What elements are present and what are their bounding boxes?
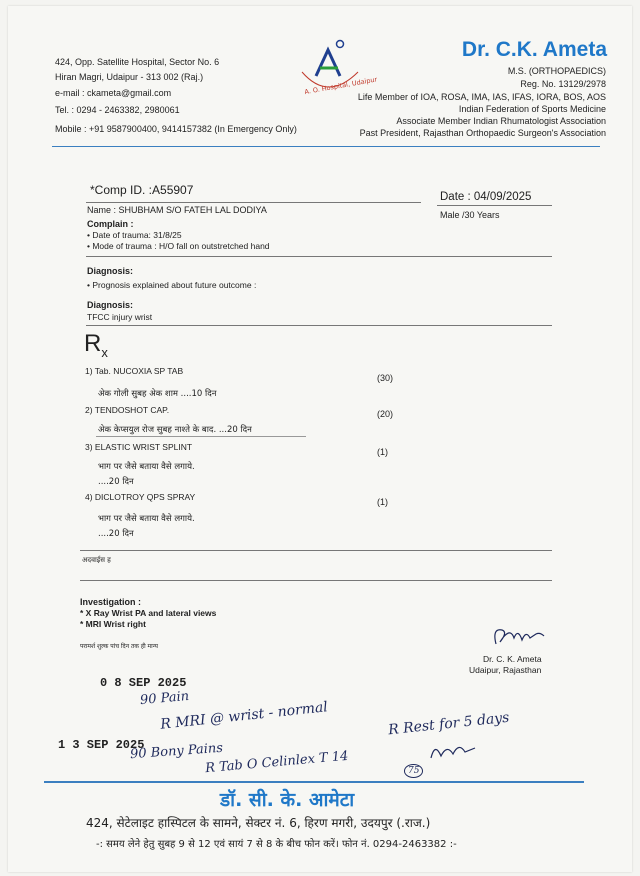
investigation-item-1: * X Ray Wrist PA and lateral views <box>80 608 217 618</box>
investigation-item-2: * MRI Wrist right <box>80 619 146 629</box>
visit-date: Date : 04/09/2025 <box>440 191 532 203</box>
followup-note-2a: 90 Bony Pains <box>129 740 224 763</box>
fee-validity-note: परामर्श शुल्क पांच दिन तक ही मान्य <box>80 643 158 650</box>
patient-sex-age: Male /30 Years <box>440 210 500 220</box>
medicine-4-name: 4) DICLOTROY QPS SPRAY <box>85 492 196 502</box>
followup-note-1c: R Rest for 5 days <box>387 709 511 739</box>
signature-name: Dr. C. K. Ameta <box>483 654 542 664</box>
comp-id-rule <box>86 202 421 203</box>
diagnosis-heading-1: Diagnosis: <box>87 266 134 276</box>
medicine-3-instructions: भाग पर जैसे बताया वैसे लगाये. <box>98 462 195 472</box>
medicine-2-instructions: अेक केप्सयुल रोज सुबह नाश्ते के बाद. ...20 दिन <box>98 425 252 435</box>
medicine-1-instructions: अेक गोली सुबह अेक शाम ....10 दिन <box>98 389 217 399</box>
rx-rule <box>80 550 552 551</box>
footer-hindi-address: 424, सेटेलाइट हास्पिटल के सामने, सेक्टर नं. 6, हिरण मगरी, उदयपुर (.राज.) <box>86 816 431 830</box>
footer-rule <box>44 781 584 783</box>
signature-place: Udaipur, Rajasthan <box>469 665 542 675</box>
clinic-email: e-mail : ckameta@gmail.com <box>55 88 172 98</box>
doctor-reg: Reg. No. 13129/2978 <box>520 79 606 89</box>
comp-id: *Comp ID. :A55907 <box>90 183 194 197</box>
clinic-mobile: Mobile : +91 9587900400, 9414157382 (In Emergency Only) <box>55 124 297 134</box>
medicine-3-duration: ....20 दिन <box>98 477 134 487</box>
medicine-4-instructions: भाग पर जैसे बताया वैसे लगाये. <box>98 514 195 524</box>
medicine-3-name: 3) ELASTIC WRIST SPLINT <box>85 442 193 452</box>
diagnosis-text-2: TFCC injury wrist <box>87 312 153 322</box>
medicine-1-name: 1) Tab. NUCOXIA SP TAB <box>85 366 184 376</box>
medicine-3-qty: (1) <box>377 447 388 457</box>
complain-item-1: • Date of trauma: 31/8/25 <box>87 230 182 240</box>
followup-date-stamp-1: 0 8 SEP 2025 <box>100 676 187 690</box>
clinic-tel: Tel. : 0294 - 2463382, 2980061 <box>55 105 180 115</box>
doctor-member2: Indian Federation of Sports Medicine <box>458 104 606 114</box>
doctor-member4: Past President, Rajasthan Orthopaedic Surgeon's Association <box>359 128 606 138</box>
diagnosis-heading-2: Diagnosis: <box>87 300 134 310</box>
followup-note-2b: R Tab O Celinlex T 14 <box>204 748 349 777</box>
clinic-address-line1: 424, Opp. Satellite Hospital, Sector No. 6 <box>55 57 220 67</box>
medicine-1-qty: (30) <box>377 373 394 383</box>
complain-item-2: • Mode of trauma : H/O fall on outstretched hand <box>87 241 270 251</box>
followup-note-2c: 75 <box>404 764 423 778</box>
footer-hindi-name: डॉ. सी. के. आमेटा <box>220 789 355 811</box>
medicine-4-qty: (1) <box>377 497 388 507</box>
medicine-4-duration: ....20 दिन <box>98 529 134 539</box>
followup-date-stamp-2: 1 3 SEP 2025 <box>58 738 145 752</box>
doctor-signature <box>488 622 548 657</box>
patient-name: Name : SHUBHAM S/O FATEH LAL DODIYA <box>87 205 267 215</box>
hospital-logo <box>288 32 378 102</box>
followup-signature <box>425 738 485 771</box>
investigation-heading: Investigation : <box>80 597 142 607</box>
clinic-address-line2: Hiran Magri, Udaipur - 313 002 (Raj.) <box>55 72 204 82</box>
doctor-name: Dr. C.K. Ameta <box>461 38 607 61</box>
diagnosis-text-1: • Prognosis explained about future outcome : <box>87 280 257 290</box>
complain-heading: Complain : <box>87 219 134 229</box>
followup-note-1a: 90 Pain <box>139 688 190 709</box>
footer-hindi-contact: -: समय लेने हेतु सुबह 9 से 12 एवं सायं 7 से 8 के बीच फोन करें। फोन नं. 0294-2463382 :- <box>96 839 457 850</box>
medicine-2-qty: (20) <box>377 409 394 419</box>
advice-rule <box>80 580 552 581</box>
followup-note-1b: R MRI @ wrist - normal <box>159 699 329 733</box>
rx-symbol: $R_x$ <box>84 330 108 360</box>
advice-label: अदवाईस ह <box>82 556 111 564</box>
diagnosis-rule <box>86 325 552 326</box>
date-rule <box>437 205 552 206</box>
doctor-member1: Life Member of IOA, ROSA, IMA, IAS, IFAS, IORA, BOS, AOS <box>357 92 606 102</box>
header-rule <box>52 146 600 147</box>
doctor-degree: M.S. (ORTHOPAEDICS) <box>507 66 606 76</box>
logo-text: A. O. Hospital, Udaipur <box>303 75 378 97</box>
doctor-member3: Associate Member Indian Rhumatologist Association <box>396 116 606 126</box>
medicine-2-underline <box>96 436 306 437</box>
medicine-2-name: 2) TENDOSHOT CAP. <box>85 405 170 415</box>
complain-rule <box>86 256 552 257</box>
